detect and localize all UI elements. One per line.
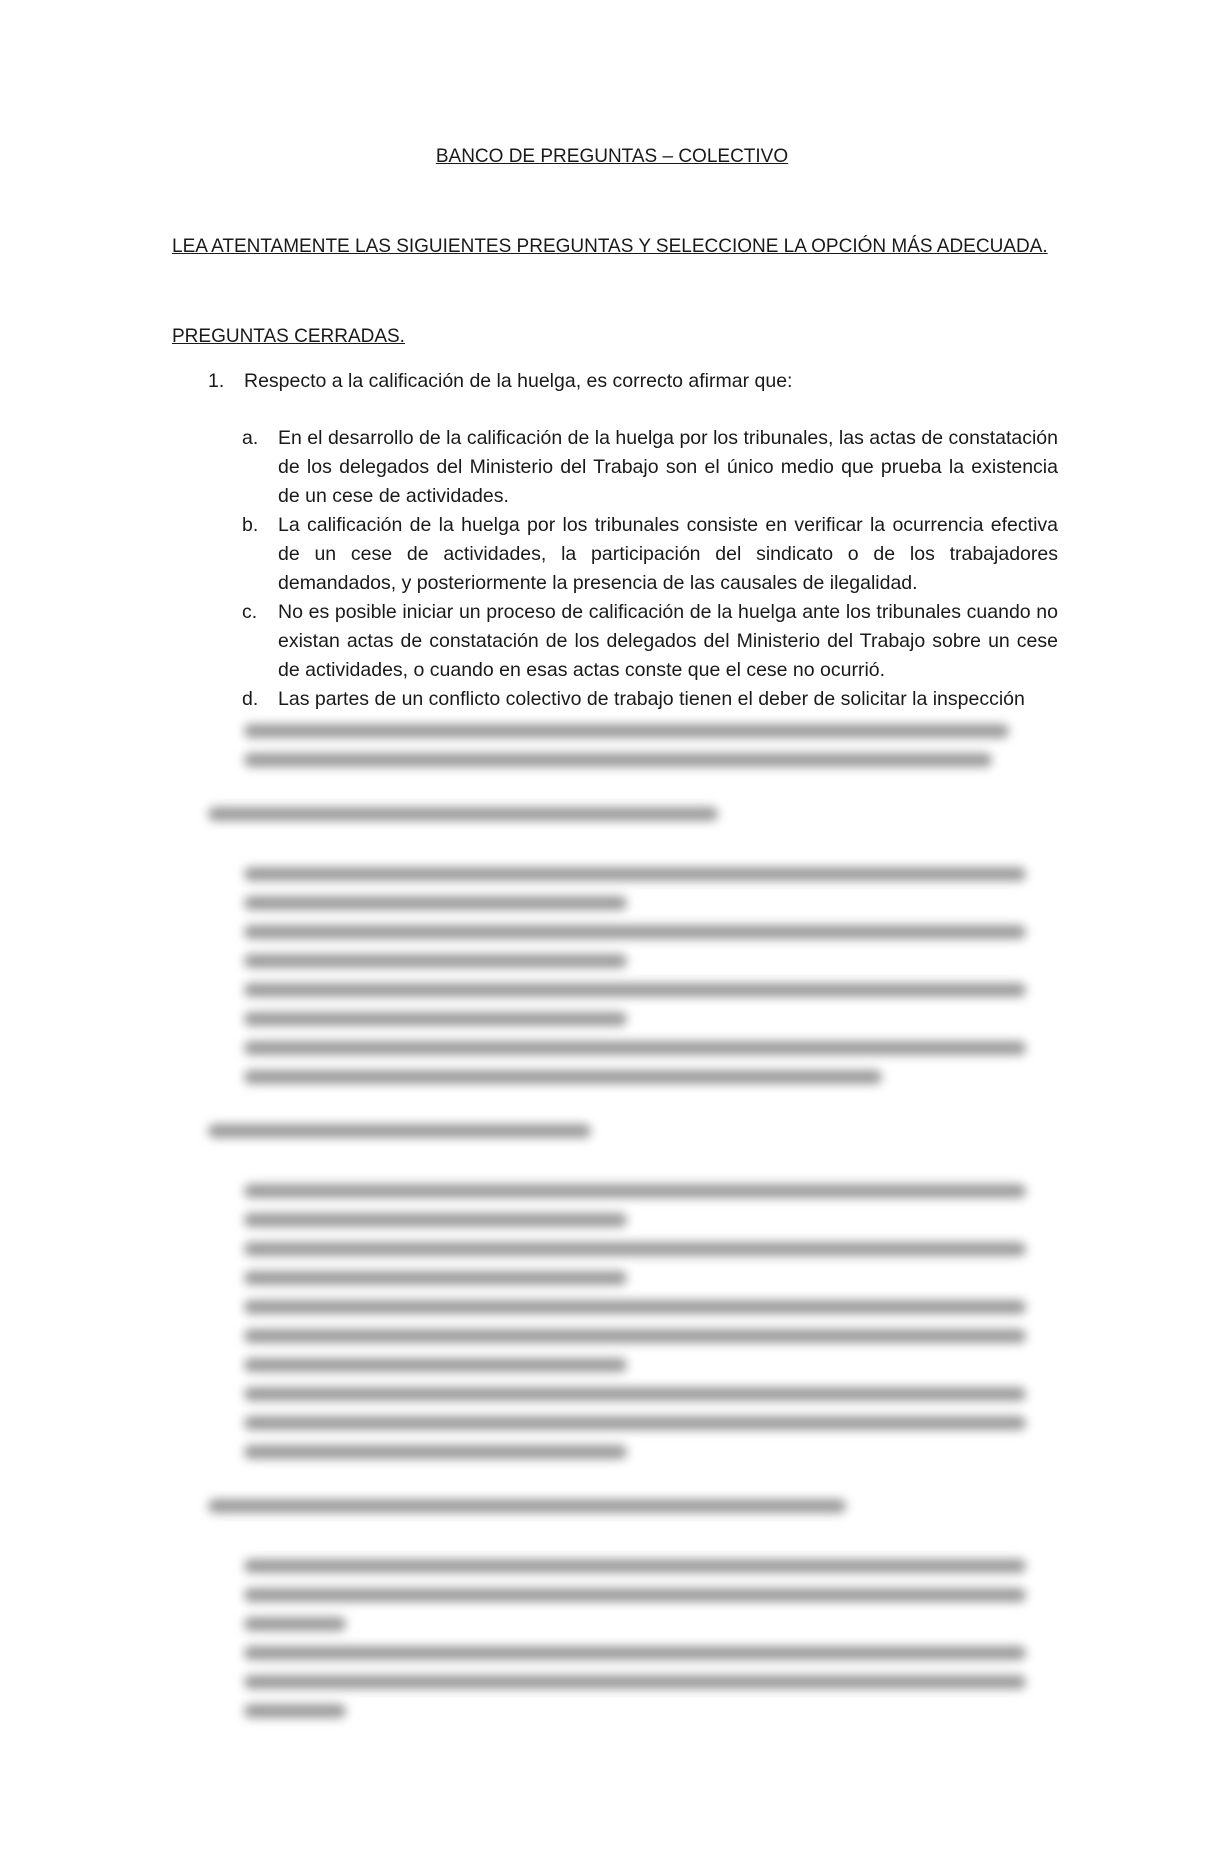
blurred-line: [244, 1070, 882, 1084]
option-letter: d.: [242, 688, 259, 710]
blurred-line: [244, 1213, 627, 1227]
blurred-line: [244, 1041, 1026, 1055]
option-letter: a.: [242, 427, 259, 449]
blurred-question: [208, 807, 718, 821]
blurred-line: [244, 983, 1026, 997]
option-text: Las partes de un conflicto colectivo de trabajo tienen el deber de solicitar la inspección: [278, 688, 1025, 710]
blurred-line: [244, 1358, 627, 1372]
option-text: La calificación de la huelga por los tribunales consiste en verificar la ocurrencia efectiva de un cese de actividades, la participación del sindicato o de los trabajadores demandados, y posteriormente la presencia de las causales de ilegalidad.: [278, 514, 1058, 594]
option-text: En el desarrollo de la calificación de la huelga por los tribunales, las actas de constatación de los delegados del Ministerio del Trabajo son el único medio que prueba la existencia de un cese de actividades.: [278, 427, 1058, 507]
blurred-line: [244, 1675, 1026, 1689]
blurred-line: [244, 925, 1026, 939]
document-title: BANCO DE PREGUNTAS – COLECTIVO: [435, 146, 789, 167]
section-heading: PREGUNTAS CERRADAS.: [172, 326, 405, 347]
blurred-line: [244, 1445, 627, 1459]
blurred-line: [244, 1184, 1026, 1198]
blurred-line: [244, 896, 627, 910]
blurred-line: [244, 1012, 627, 1026]
blurred-line: [244, 753, 992, 767]
blurred-content: [208, 716, 1058, 1746]
option-letter: c.: [242, 601, 258, 623]
question-number: 1.: [208, 370, 225, 392]
blurred-question: [208, 1499, 846, 1513]
blurred-question: [208, 1124, 591, 1138]
instruction-heading: LEA ATENTAMENTE LAS SIGUIENTES PREGUNTAS Y SELECCIONE LA OPCIÓN MÁS ADECUADA.: [172, 236, 1048, 257]
blurred-line: [244, 1588, 1026, 1602]
option-text: No es posible iniciar un proceso de calificación de la huelga ante los tribunales cuando no existan actas de constatación de los delegados del Ministerio del Trabajo sobre un cese de actividades, o cuando en esas actas conste que el cese no ocurrió.: [278, 601, 1058, 681]
option-c: [242, 598, 1058, 685]
blurred-line: [244, 954, 627, 968]
option-a: [242, 424, 1058, 511]
option-b: [242, 511, 1058, 598]
blurred-line: [244, 867, 1026, 881]
blurred-line: [244, 1416, 1026, 1430]
blurred-line: [244, 1617, 346, 1631]
blurred-line: [244, 1300, 1026, 1314]
option-d: [242, 685, 1058, 714]
blurred-line: [244, 1242, 1026, 1256]
blurred-line: [244, 1646, 1026, 1660]
question-1: [208, 370, 792, 393]
option-letter: b.: [242, 514, 259, 536]
blurred-line: [244, 1271, 627, 1285]
blurred-line: [244, 1704, 346, 1718]
blurred-line: [244, 1329, 1026, 1343]
blurred-line: [244, 1559, 1026, 1573]
blurred-line: [244, 1387, 1026, 1401]
question-1-options: [242, 424, 1058, 714]
question-text: Respecto a la calificación de la huelga, es correcto afirmar que:: [244, 370, 793, 392]
blurred-line: [244, 724, 1009, 738]
